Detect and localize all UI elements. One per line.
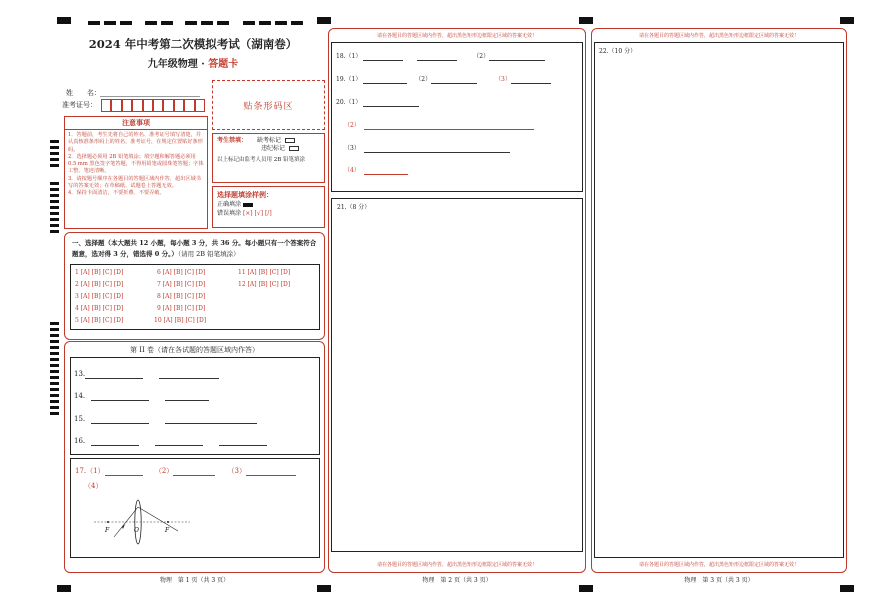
q14[interactable]: 14. <box>74 392 209 401</box>
light-ray <box>138 507 178 531</box>
page2-warning-bottom: 请在各题目的答题区域内作答，超出黑色矩形边框限定区域的答案无效！ <box>376 562 537 568</box>
focus-right <box>167 521 169 523</box>
mc-row[interactable]: 9 [A] [B] [C] [D] <box>157 305 206 312</box>
mc-row[interactable]: 5 [A] [B] [C] [D] <box>75 317 124 324</box>
corner-mark <box>840 17 854 24</box>
label-f-right: F <box>165 527 170 534</box>
notice-item: 4．保持卡面清洁，不要折叠、不要弄破。 <box>68 190 165 197</box>
q22-box[interactable] <box>594 42 844 558</box>
mc-row[interactable]: 6 [A] [B] [C] [D] <box>157 269 206 276</box>
corner-mark <box>57 17 71 24</box>
mc-row[interactable]: 7 [A] [B] [C] [D] <box>157 281 206 288</box>
timing-dash <box>145 21 157 25</box>
q18[interactable]: 18.（1） （2） <box>336 53 545 61</box>
id-boxes[interactable] <box>101 99 205 112</box>
mc-row[interactable]: 8 [A] [B] [C] [D] <box>157 293 206 300</box>
forbidden-box: 考生禁填： 缺考标记 违纪标记 以上标记由监考人员用 2B 铅笔填涂 <box>212 133 325 183</box>
q20[interactable]: 20.（1） <box>336 99 419 107</box>
timing-dash <box>243 21 255 25</box>
notice-title: 注意事项 <box>65 117 207 130</box>
q15[interactable]: 15. <box>74 415 257 424</box>
page-title: 2024 年中考第二次模拟考试（湖南卷） <box>88 37 298 51</box>
label-o: O <box>134 527 139 534</box>
id-label: 准考证号： <box>62 101 97 109</box>
page3-footer: 物理 第 3 页（共 3 页） <box>684 577 754 584</box>
mc-row[interactable]: 3 [A] [B] [C] [D] <box>75 293 124 300</box>
corner-mark <box>57 585 71 592</box>
page2-warning-top: 请在各题目的答题区域内作答，超出黑色矩形边框限定区域的答案无效！ <box>376 33 537 39</box>
corner-mark <box>840 585 854 592</box>
side-timing-bars <box>50 140 60 580</box>
q20-4[interactable]: （4） <box>344 167 408 175</box>
q22-label: 22.（10 分） <box>599 48 637 55</box>
corner-mark <box>579 17 593 24</box>
mc-row[interactable]: 2 [A] [B] [C] [D] <box>75 281 124 288</box>
name-underline[interactable] <box>100 96 200 97</box>
timing-dash <box>88 21 100 25</box>
mc-row[interactable]: 12 [A] [B] [C] [D] <box>238 281 291 288</box>
timing-dash <box>120 21 132 25</box>
q13[interactable]: 13. <box>74 370 219 379</box>
label-f-left: F <box>105 527 110 534</box>
corner-mark <box>317 17 331 24</box>
notice-box <box>64 116 208 229</box>
mc-row[interactable]: 4 [A] [B] [C] [D] <box>75 305 124 312</box>
timing-dash <box>161 21 173 25</box>
subject-title: 九年级物理 · 答题卡 <box>147 59 239 70</box>
violation-checkbox[interactable] <box>289 146 299 151</box>
timing-dash <box>217 21 229 25</box>
q17[interactable]: 17.（1） （2） （3） <box>75 467 296 476</box>
q19[interactable]: 19.（1） （2） （3） <box>336 76 551 84</box>
notice-item: 2．选择题必须用 2B 铅笔填涂；填空题和解答题必须用 0.5 mm 黑色签字笔答题，不得用铅笔或圆珠笔答题；字体工整、笔迹清晰。 <box>68 153 204 175</box>
mc-row[interactable]: 1 [A] [B] [C] [D] <box>75 269 124 276</box>
page2-footer: 物理 第 2 页（共 3 页） <box>422 577 492 584</box>
page3-warning-bottom: 请在各题目的答题区域内作答，超出黑色矩形边框限定区域的答案无效！ <box>638 562 799 568</box>
timing-dash <box>259 21 271 25</box>
q21-box[interactable] <box>331 198 583 552</box>
page3-warning-top: 请在各题目的答题区域内作答，超出黑色矩形边框限定区域的答案无效！ <box>638 33 799 39</box>
q20-2[interactable]: （2） <box>344 122 534 130</box>
q20-3[interactable]: （3） <box>344 145 510 153</box>
mc-row[interactable]: 10 [A] [B] [C] [D] <box>154 317 207 324</box>
q16[interactable]: 16. <box>74 437 267 446</box>
q21-label: 21.（8 分） <box>337 204 371 211</box>
notice-item: 1．答题前，考生先将自己的姓名、准考证号填写清楚，并认真核准条形码上的姓名、准考证号，在规定位置贴好条形码。 <box>68 132 203 153</box>
timing-dash <box>185 21 197 25</box>
q17-4: （4） <box>84 482 103 490</box>
corner-mark <box>317 585 331 592</box>
part1-instruction: 一、选择题（本大题共 12 小题，每小题 3 分，共 36 分。每小题只有一个答案符合题意，选对得 3 分，错选得 0 分。）（请用 2B 铅笔填涂） <box>72 239 317 258</box>
timing-dash <box>275 21 287 25</box>
timing-dash <box>291 21 303 25</box>
filled-mark <box>243 203 253 207</box>
part2-title: 第 II 卷（请在各试题的答题区域内作答） <box>130 346 259 354</box>
absent-checkbox[interactable] <box>285 138 295 143</box>
mc-row[interactable]: 11 [A] [B] [C] [D] <box>238 269 291 276</box>
fill-example-box: 选择题填涂样例： 正确填涂 错误填涂 [×] [√] [/] <box>212 186 325 228</box>
barcode-area: 贴条形码区 <box>212 80 325 130</box>
notice-item: 3．请按题号顺序在各题目的答题区域内作答，超出区域书写的答案无效；在草稿纸、试题卷上答题无效。 <box>68 175 201 190</box>
lens-diagram <box>92 495 192 545</box>
timing-dash <box>104 21 116 25</box>
corner-mark <box>579 585 593 592</box>
timing-dash <box>201 21 213 25</box>
focus-left <box>107 521 109 523</box>
page1-footer: 物理 第 1 页（共 3 页） <box>159 577 230 584</box>
name-label: 姓 名： <box>66 89 101 97</box>
